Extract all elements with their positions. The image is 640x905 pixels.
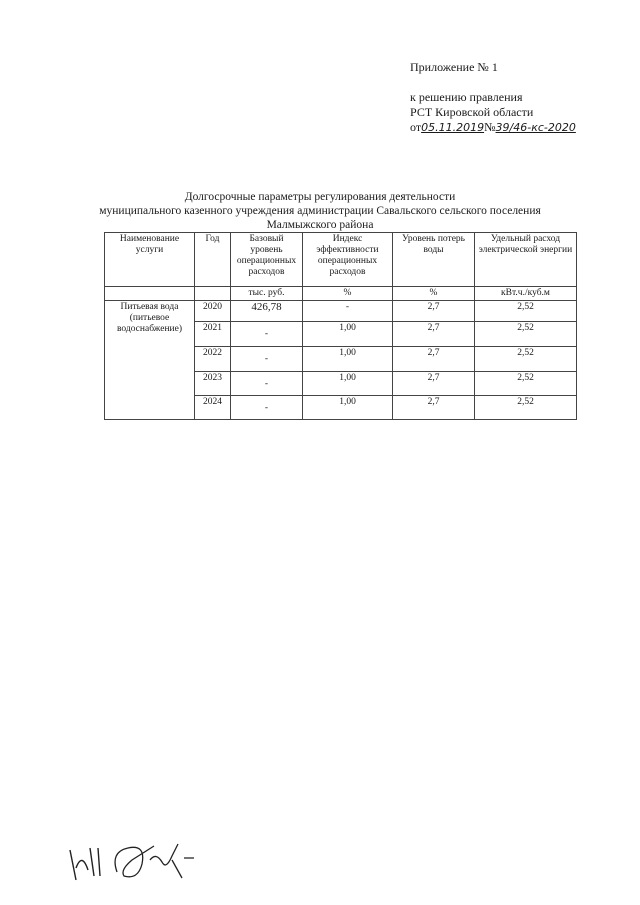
col-header-index: Индекс эффективности операционных расходов bbox=[303, 233, 393, 287]
col-header-energy: Удельный расход электрической энергии bbox=[475, 233, 577, 287]
base-value: - bbox=[264, 329, 269, 339]
table-unit-row bbox=[105, 287, 577, 301]
energy-cell: 2,52 bbox=[475, 322, 577, 347]
base-cell bbox=[231, 372, 303, 396]
authority-line: РСТ Кировской области bbox=[410, 105, 534, 119]
unit-year bbox=[195, 287, 231, 301]
unit-base: тыс. руб. bbox=[231, 287, 303, 301]
appendix-title: Приложение № 1 bbox=[410, 60, 498, 74]
signature-image bbox=[62, 830, 202, 890]
document-title-line-3: Малмыжского района bbox=[266, 219, 374, 231]
base-cell: 426,78 bbox=[231, 301, 303, 322]
year-cell: 2022 bbox=[195, 347, 231, 372]
base-cell bbox=[231, 322, 303, 347]
base-cell bbox=[231, 396, 303, 420]
decision-line: к решению правления bbox=[410, 90, 523, 104]
col-header-base: Базовый уровень операционных расходов bbox=[231, 233, 303, 287]
energy-cell: 2,52 bbox=[475, 347, 577, 372]
date-prefix: от bbox=[410, 120, 422, 134]
index-cell: 1,00 bbox=[303, 372, 393, 396]
col-header-year: Год bbox=[195, 233, 231, 287]
index-cell: - bbox=[303, 301, 393, 322]
table-row bbox=[105, 301, 577, 322]
parameters-table bbox=[104, 232, 577, 420]
col-header-service: Наименование услуги bbox=[105, 233, 195, 287]
unit-service bbox=[105, 287, 195, 301]
year-cell: 2024 bbox=[195, 396, 231, 420]
date-number-line bbox=[410, 120, 576, 135]
handwritten-number: 39/46-кс-2020 bbox=[495, 121, 576, 134]
unit-energy: кВт.ч./куб.м bbox=[475, 287, 577, 301]
loss-cell: 2,7 bbox=[393, 347, 475, 372]
index-cell: 1,00 bbox=[303, 322, 393, 347]
col-header-loss: Уровень потерь воды bbox=[393, 233, 475, 287]
year-cell: 2023 bbox=[195, 372, 231, 396]
handwritten-date: 05.11.2019 bbox=[421, 121, 485, 134]
index-cell: 1,00 bbox=[303, 396, 393, 420]
unit-loss: % bbox=[393, 287, 475, 301]
loss-cell: 2,7 bbox=[393, 301, 475, 322]
year-cell: 2021 bbox=[195, 322, 231, 347]
energy-cell: 2,52 bbox=[475, 301, 577, 322]
base-value: - bbox=[264, 354, 269, 364]
energy-cell: 2,52 bbox=[475, 396, 577, 420]
base-value: - bbox=[264, 379, 269, 389]
loss-cell: 2,7 bbox=[393, 322, 475, 347]
loss-cell: 2,7 bbox=[393, 396, 475, 420]
year-cell: 2020 bbox=[195, 301, 231, 322]
number-prefix: № bbox=[484, 120, 496, 134]
unit-index: % bbox=[303, 287, 393, 301]
table-header-row bbox=[105, 233, 577, 287]
base-value: - bbox=[264, 403, 269, 413]
energy-cell: 2,52 bbox=[475, 372, 577, 396]
base-cell bbox=[231, 347, 303, 372]
index-cell: 1,00 bbox=[303, 347, 393, 372]
document-title-line-2: муниципального казенного учреждения администрации Савальского сельского поселения bbox=[99, 205, 541, 217]
service-name-cell: Питьевая вода (питьевое водоснабжение) bbox=[105, 301, 195, 420]
document-title-line-1: Долгосрочные параметры регулирования деятельности bbox=[184, 191, 456, 203]
loss-cell: 2,7 bbox=[393, 372, 475, 396]
